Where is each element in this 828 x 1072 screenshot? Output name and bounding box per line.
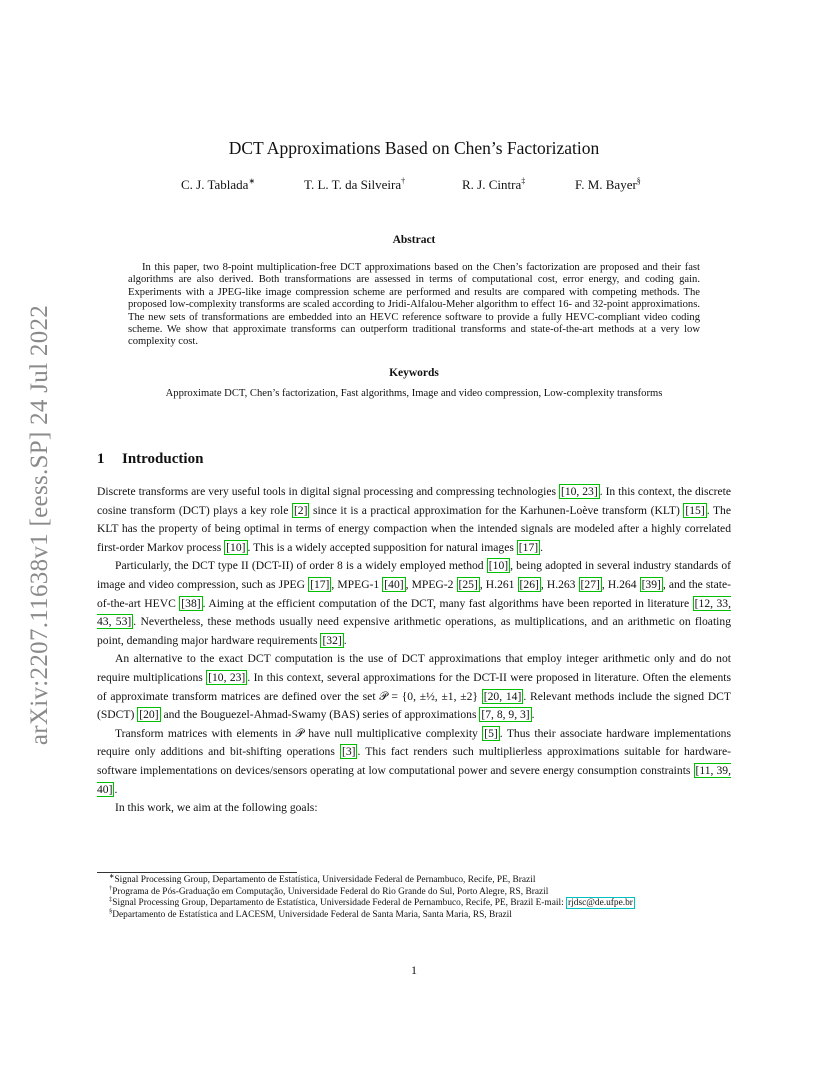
footnote-3: ‡Signal Processing Group, Departamento de Estatística, Universidade Federal de Pernambuco, Recife, PE, Brazil E-mail: rjdsc@de.ufpe.br [109,896,633,909]
citation-link[interactable]: [26] [519,577,539,591]
citation-link[interactable]: [25] [458,577,478,591]
citation-link[interactable]: [15] [685,503,705,517]
citation-link[interactable]: [32] [322,633,342,647]
body-text [97,483,731,818]
citation-link[interactable]: [40] [384,577,404,591]
author-mark: ‡ [521,176,526,186]
author-name: C. J. Tablada [181,177,249,192]
paragraph-1: Discrete transforms are very useful tools in digital signal processing and compressing technologies [10, 23] . In this context, the discrete cosine transform (DCT) plays a key role [2] since it is a practical approximation for the Karhunen-Loève transform (KLT) [15] . The KLT has the property of being optimal in terms of energy compaction when the intended signals are modeled after a highly correlated first-order Markov process [10] . This is a widely accepted supposition for natural images [17] . [97,485,731,554]
paragraph-4: Transform matrices with elements in 𝒫 have null multiplicative complexity [5] . Thus their associate hardware implementations require only additions and bit-shifting operations [3] . This fact renders such multiplierless approximations suitable for hardware-software implementations on devices/sensors operating at low computational power and severe energy consumption constraints [11, 39, 40] . [97,726,731,796]
paragraph-2: Particularly, the DCT type II (DCT-II) of order 8 is a widely employed method [10] , being adopted in several industry standards of image and video compression, such as JPEG [17] , MPEG-1 [40] , MPEG-2 [25] , H.261 [26] , H.263 [27] , H.264 [39] , and the state-of-the-art HEVC [38] . Aiming at the efficient computation of the DCT, many fast algorithms have been reported in literature [12, 33, 43, 53] . Nevertheless, these methods usually need expensive arithmetic operations, as multiplications, and an arithmetic on floating point, demanding major hardware requirements [32] . [97,559,731,647]
author-2 [304,177,405,193]
abstract-heading: Abstract [392,234,436,246]
paragraph-5: In this work, we aim at the following goals: [115,801,318,815]
paper-title: DCT Approximations Based on Chen’s Factorization [228,138,600,158]
author-list [0,177,828,197]
author-4 [575,177,641,193]
author-3 [462,177,525,193]
citation-link[interactable]: [10] [488,559,509,573]
author-mark: ∗ [248,176,256,186]
keywords-text: Approximate DCT, Chen’s factorization, Fast algorithms, Image and video compression, Low-complexity transforms [165,388,663,399]
citation-link[interactable]: [7, 8, 9, 3] [481,708,530,722]
abstract-text: In this paper, two 8-point multiplication-free DCT approximations based on the Chen’s factorization are proposed and their fast algorithms are also derived. Both transformations are assessed in terms of computational cost, error energy, and coding gain. Experiments with a JPEG-like image compression scheme are performed and results are compared with competing methods. The proposed low-complexity transforms are scaled according to Jridi-Alfalou-Meher algorithm to effect 16- and 32-point approximations. The new sets of transformations are embedded into an HEVC reference software to provide a fully HEVC-compliant video coding scheme. We show that approximate transforms can outperform traditional transforms and state-of-the-art methods at a very low complexity cost. [128,262,700,348]
email-link[interactable]: rjdsc@de.ufpe.br [568,898,633,909]
author-name: T. L. T. da Silveira [304,177,402,192]
citation-link[interactable]: [10] [226,540,246,554]
footnotes [97,872,731,921]
author-1 [181,177,255,193]
arxiv-id: arXiv:2207.11638v1 [eess.SP] 24 Jul 2022 [26,304,53,746]
footnote-4: §Departamento de Estatística and LACESM, Universidade Federal de Santa Maria, Santa Maria, RS, Brazil [109,907,512,920]
citation-link[interactable]: [17] [518,540,539,554]
keywords-heading: Keywords [389,367,439,379]
footnote-2: †Programa de Pós-Graduação em Computação, Universidade Federal do Rio Grande do Sul, Porto Alegre, RS, Brazil [109,884,549,897]
citation-link[interactable]: [11, 39, 40] [97,763,731,796]
section-number: 1 [97,451,105,467]
author-mark: § [636,176,641,186]
section-title: Introduction [122,451,204,467]
citation-link[interactable]: [3] [341,745,356,759]
page-number: 1 [411,963,417,977]
citation-link[interactable]: [17] [310,577,330,591]
citation-link[interactable]: [5] [484,726,498,740]
footnote-1: ∗Signal Processing Group, Departamento de Estatística, Universidade Federal de Pernambuco, Recife, PE, Brazil [109,872,536,885]
citation-link[interactable]: [10, 23] [560,485,598,498]
arxiv-stamp [22,290,58,760]
citation-link[interactable]: [12, 33, 43, 53] [97,596,731,629]
citation-link[interactable]: [20] [139,708,159,722]
author-name: R. J. Cintra [462,177,522,192]
author-mark: † [401,176,406,186]
citation-link[interactable]: [27] [580,577,600,591]
author-name: F. M. Bayer [575,177,637,192]
citation-link[interactable]: [39] [641,577,661,591]
section-heading [97,451,203,468]
citation-link[interactable]: [20, 14] [483,689,522,703]
footnote-rule [97,872,297,873]
citation-link[interactable]: [10, 23] [208,670,246,684]
citation-link[interactable]: [38] [181,596,201,610]
citation-link[interactable]: [2] [293,503,308,517]
paragraph-3: An alternative to the exact DCT computation is the use of DCT approximations that employ integer arithmetic only and do not require multiplications [10, 23] . In this context, several approximations for the DCT-II were proposed in literature. Often the elements of approximate transform matrices are defined over the set 𝒫 = {0, ±½, ±1, ±2} [20, 14] . Relevant methods include the signed DCT (SDCT) [20] and the Bouguezel-Ahmad-Swamy (BAS) series of approximations [7, 8, 9, 3] . [97,652,732,722]
